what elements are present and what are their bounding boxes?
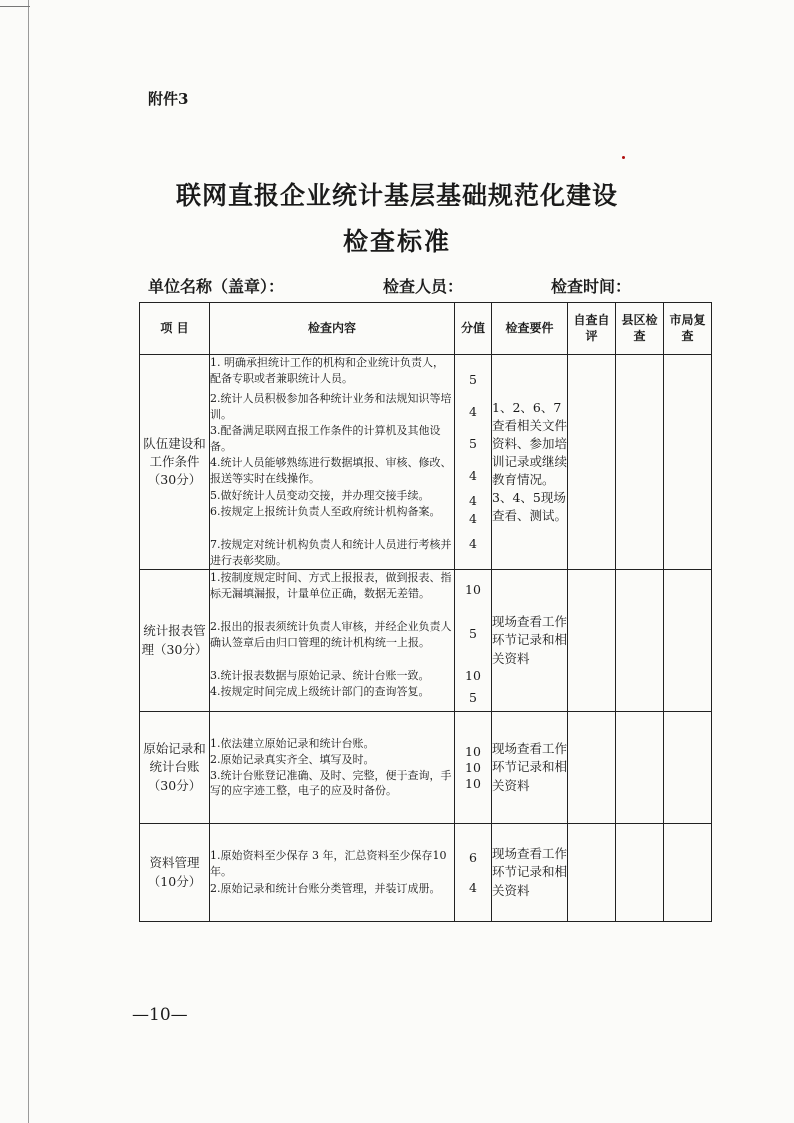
table-row: [140, 355, 712, 570]
row-content: [210, 824, 455, 922]
row-requirement: 1、2、6、7查看相关文件资料、参加培训记录或继续教育情况。3、4、5现场查看、测试。: [492, 355, 568, 570]
row-scores: [455, 712, 492, 824]
content-item: 3.统计报表数据与原始记录、统计台账一致。: [210, 669, 430, 682]
score-value: 4: [469, 511, 477, 526]
content-item: 1. 明确承担统计工作的机构和企业统计负责人，配备专职或者兼职统计人员。: [210, 356, 444, 385]
row-project: 原始记录和统计台账（30分）: [140, 712, 210, 824]
content-item: 4.按规定时间完成上级统计部门的查询答复。: [210, 685, 430, 698]
ink-dot: [622, 156, 625, 159]
page-number: —10—: [132, 1005, 188, 1025]
header-score: 分值: [455, 303, 492, 355]
header-city-check: 市局复查: [664, 303, 712, 355]
inspection-standard-table: [139, 302, 712, 922]
county-check-cell[interactable]: [616, 355, 664, 570]
header-content: 检查内容: [210, 303, 455, 355]
county-check-cell[interactable]: [616, 824, 664, 922]
score-value: 10: [465, 581, 481, 597]
table-header-row: [140, 303, 712, 355]
content-item: 2.统计人员积极参加各种统计业务和法规知识等培训。: [210, 392, 452, 421]
score-value: 6: [469, 849, 477, 865]
row-content: [210, 570, 455, 712]
inspection-time-label: 检查时间：: [551, 277, 632, 296]
score-value: 10: [465, 775, 481, 791]
content-item: 3.统计台账登记准确、及时、完整，便于查询，手写的应字迹工整，电子的应及时备份。: [210, 768, 452, 798]
self-check-cell[interactable]: [568, 570, 616, 712]
scan-edge-line: [28, 0, 29, 1123]
score-value: 5: [469, 625, 477, 641]
row-scores: [455, 570, 492, 712]
row-requirement: 现场查看工作环节记录和相关资料: [492, 824, 568, 922]
score-value: 5: [469, 436, 477, 451]
county-check-cell[interactable]: [616, 712, 664, 824]
unit-name-label: 单位名称（盖章）：: [148, 277, 285, 296]
content-item: 2.原始记录真实齐全、填写及时。: [210, 752, 375, 766]
content-item: 3.配备满足联网直报工作条件的计算机及其他设备。: [210, 424, 441, 453]
city-check-cell[interactable]: [664, 712, 712, 824]
content-item: 1.依法建立原始记录和统计台账。: [210, 737, 375, 751]
score-value: 5: [469, 689, 477, 705]
score-value: 4: [469, 404, 477, 419]
inspector-label: 检查人员：: [383, 277, 464, 296]
content-item: 1.原始资料至少保存 3 年，汇总资料至少保存10年。: [210, 849, 447, 878]
header-requirement: 检查要件: [492, 303, 568, 355]
header-self-check: 自查自评: [568, 303, 616, 355]
document-title-line1: 联网直报企业统计基层基础规范化建设: [175, 181, 618, 210]
score-value: 4: [469, 493, 477, 508]
content-item: 2.报出的报表须统计负责人审核，并经企业负责人确认签章后由归口管理的统计机构统一上报。: [210, 620, 452, 649]
header-county-check: 县区检查: [616, 303, 664, 355]
table-row: [140, 712, 712, 824]
content-item: 1.按制度规定时间、方式上报报表，做到报表、指标无漏填漏报，计量单位正确，数据无差错。: [210, 571, 452, 600]
city-check-cell[interactable]: [664, 824, 712, 922]
city-check-cell[interactable]: [664, 570, 712, 712]
row-scores: [455, 824, 492, 922]
document-title-line2: 检查标准: [342, 227, 451, 256]
row-requirement: 现场查看工作环节记录和相关资料: [492, 570, 568, 712]
score-value: 4: [469, 536, 477, 551]
row-requirement: 现场查看工作环节记录和相关资料: [492, 712, 568, 824]
score-value: 5: [469, 372, 477, 387]
row-content: [210, 355, 455, 570]
score-value: 10: [465, 667, 481, 683]
row-content: [210, 712, 455, 824]
row-project: 队伍建设和工作条件（30分）: [140, 355, 210, 570]
self-check-cell[interactable]: [568, 355, 616, 570]
self-check-cell[interactable]: [568, 712, 616, 824]
content-item: 5.做好统计人员变动交接，并办理交接手续。: [210, 489, 430, 502]
header-project: 项 目: [140, 303, 210, 355]
city-check-cell[interactable]: [664, 355, 712, 570]
scan-corner-mark: [0, 6, 30, 7]
score-value: 4: [469, 468, 477, 483]
annex-label: 附件3: [148, 90, 189, 108]
score-value: 10: [465, 743, 481, 759]
self-check-cell[interactable]: [568, 824, 616, 922]
county-check-cell[interactable]: [616, 570, 664, 712]
row-project: 资料管理（10分）: [140, 824, 210, 922]
content-item: 7.按规定对统计机构负责人和统计人员进行考核并进行表彰奖励。: [210, 538, 452, 567]
score-value: 10: [465, 759, 481, 775]
table-row: [140, 570, 712, 712]
content-item: 2.原始记录和统计台账分类管理，并装订成册。: [210, 882, 441, 896]
table-row: [140, 824, 712, 922]
score-value: 4: [469, 879, 477, 895]
content-item: 4.统计人员能够熟练进行数据填报、审核、修改、报送等实时在线操作。: [210, 456, 452, 485]
content-item: 6.按规定上报统计负责人至政府统计机构备案。: [210, 505, 441, 518]
row-scores: [455, 355, 492, 570]
row-project: 统计报表管理（30分）: [140, 570, 210, 712]
